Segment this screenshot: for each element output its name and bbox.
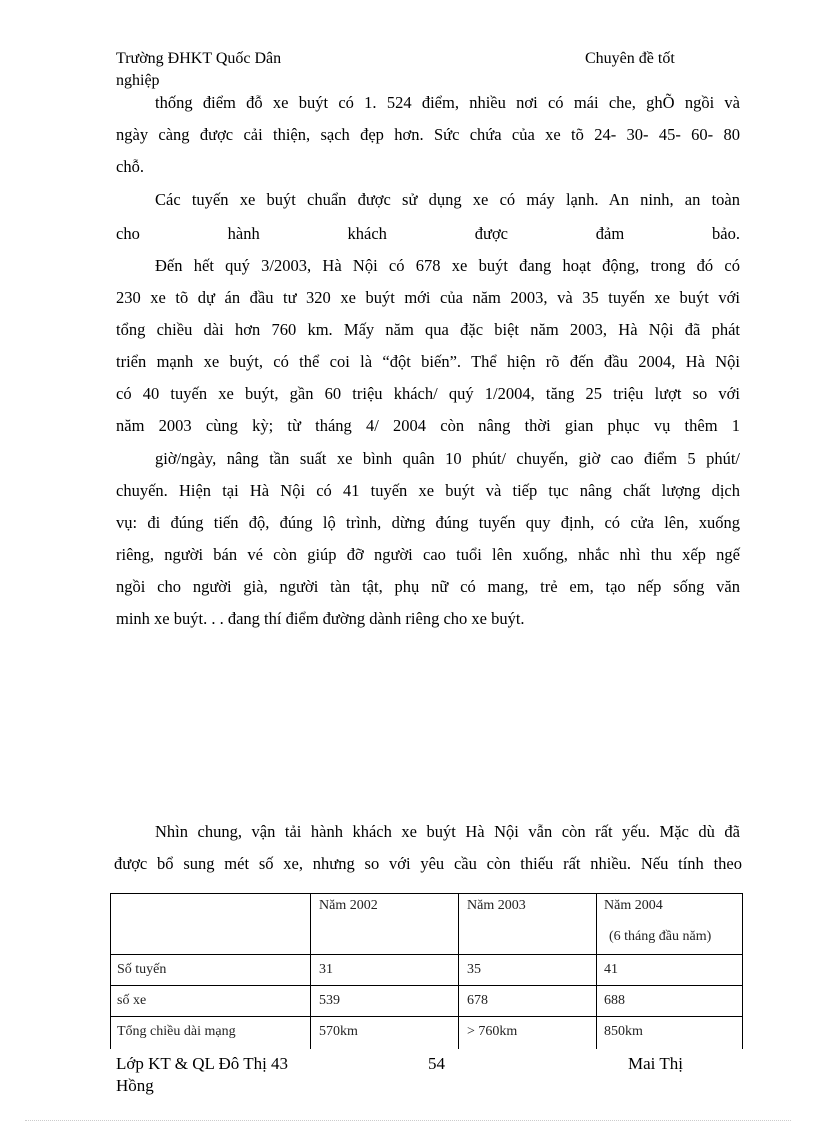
table-cell: 41: [604, 962, 618, 977]
header-school: Trường ĐHKT Quốc Dân: [116, 50, 282, 67]
body-line: riêng, người bán vé còn giúp đỡ người cao tuổi lên xuống, nhắc nhì thu xếp ngế: [116, 545, 740, 564]
page-edge-divider: [25, 1120, 791, 1121]
table-cell: Tổng chiều dài mạng: [117, 1024, 236, 1039]
table-header-note: (6 tháng đầu năm): [609, 929, 712, 944]
table-cell: 570km: [319, 1024, 358, 1039]
table-cell: 688: [604, 993, 625, 1008]
table-cell: 678: [467, 993, 488, 1008]
body-line: vụ: đi đúng tiến độ, đúng lộ trình, dừng đúng tuyến quy định, có cửa lên, xuống: [116, 513, 740, 532]
body-line: chỗ.: [116, 157, 144, 176]
table-cell: 850km: [604, 1024, 643, 1039]
body-line: triển mạnh xe buýt, có thể coi là “đột biến”. Thể hiện rõ đến đầu 2004, Hà Nội: [116, 352, 740, 371]
body-line: ngày càng được cải thiện, sạch đẹp hơn. Sức chứa của xe tõ 24- 30- 45- 60- 80: [116, 125, 740, 144]
body-line: chuyến. Hiện tại Hà Nội có 41 tuyến xe buýt và tiếp tục nâng chất lượng dịch: [116, 481, 740, 500]
overlay-line: được bổ sung mét số xe, nhưng so với yêu cầu còn thiếu rất nhiều. Nếu tính theo: [114, 854, 742, 873]
footer-author: Mai Thị: [628, 1054, 683, 1073]
body-line: Đến hết quý 3/2003, Hà Nội có 678 xe buýt đang hoạt động, trong đó có: [155, 256, 740, 275]
header-title: Chuyên đề tốt: [585, 50, 675, 67]
body-line: tổng chiều dài hơn 760 km. Mấy năm qua đặc biệt năm 2003, Hà Nội đã phát: [116, 320, 740, 339]
header-title-wrap: nghiệp: [116, 72, 160, 89]
table-header-2003: Năm 2003: [467, 898, 526, 913]
table-cell: > 760km: [467, 1024, 518, 1039]
body-line: giờ/ngày, nâng tần suất xe bình quân 10 phút/ chuyến, giờ cao điểm 5 phút/: [155, 449, 740, 468]
body-line: thống điểm đỗ xe buýt có 1. 524 điểm, nhiều nơi có mái che, ghÕ ngồi và: [155, 93, 740, 112]
body-line: minh xe buýt. . . đang thí điểm đường dành riêng cho xe buýt.: [116, 609, 525, 628]
body-line: Các tuyến xe buýt chuẩn được sử dụng xe có máy lạnh. An ninh, an toàn: [155, 190, 740, 209]
statistics-table: [110, 893, 743, 1049]
table-cell: Số tuyến: [117, 962, 167, 977]
body-line: 230 xe tõ dự án đầu tư 320 xe buýt mới của năm 2003, và 35 tuyến xe buýt với: [116, 288, 740, 307]
footer-class: Lớp KT & QL Đô Thị 43: [116, 1054, 289, 1073]
page-number: 54: [428, 1054, 445, 1073]
table-cell: 539: [319, 993, 340, 1008]
body-line: năm 2003 cùng kỳ; từ tháng 4/ 2004 còn nâng thời gian phục vụ thêm 1: [116, 416, 740, 435]
table-cell: 35: [467, 962, 481, 977]
table-header-2004: Năm 2004: [604, 898, 663, 913]
table-cell: 31: [319, 962, 333, 977]
footer-author-wrap: Hồng: [116, 1076, 154, 1095]
table-cell: số xe: [117, 993, 147, 1008]
body-line: cho hành khách được đảm bảo.: [116, 224, 740, 243]
body-line: có 40 tuyến xe buýt, gần 60 triệu khách/ quý 1/2004, tăng 25 triệu lượt so với: [116, 384, 740, 403]
table-header-2002: Năm 2002: [319, 898, 378, 913]
body-line: ngồi cho người già, người tàn tật, phụ nữ có mang, trẻ em, tạo nếp sống văn: [116, 577, 740, 596]
overlay-line: Nhìn chung, vận tải hành khách xe buýt Hà Nội vẫn còn rất yếu. Mặc dù đã: [155, 822, 740, 841]
